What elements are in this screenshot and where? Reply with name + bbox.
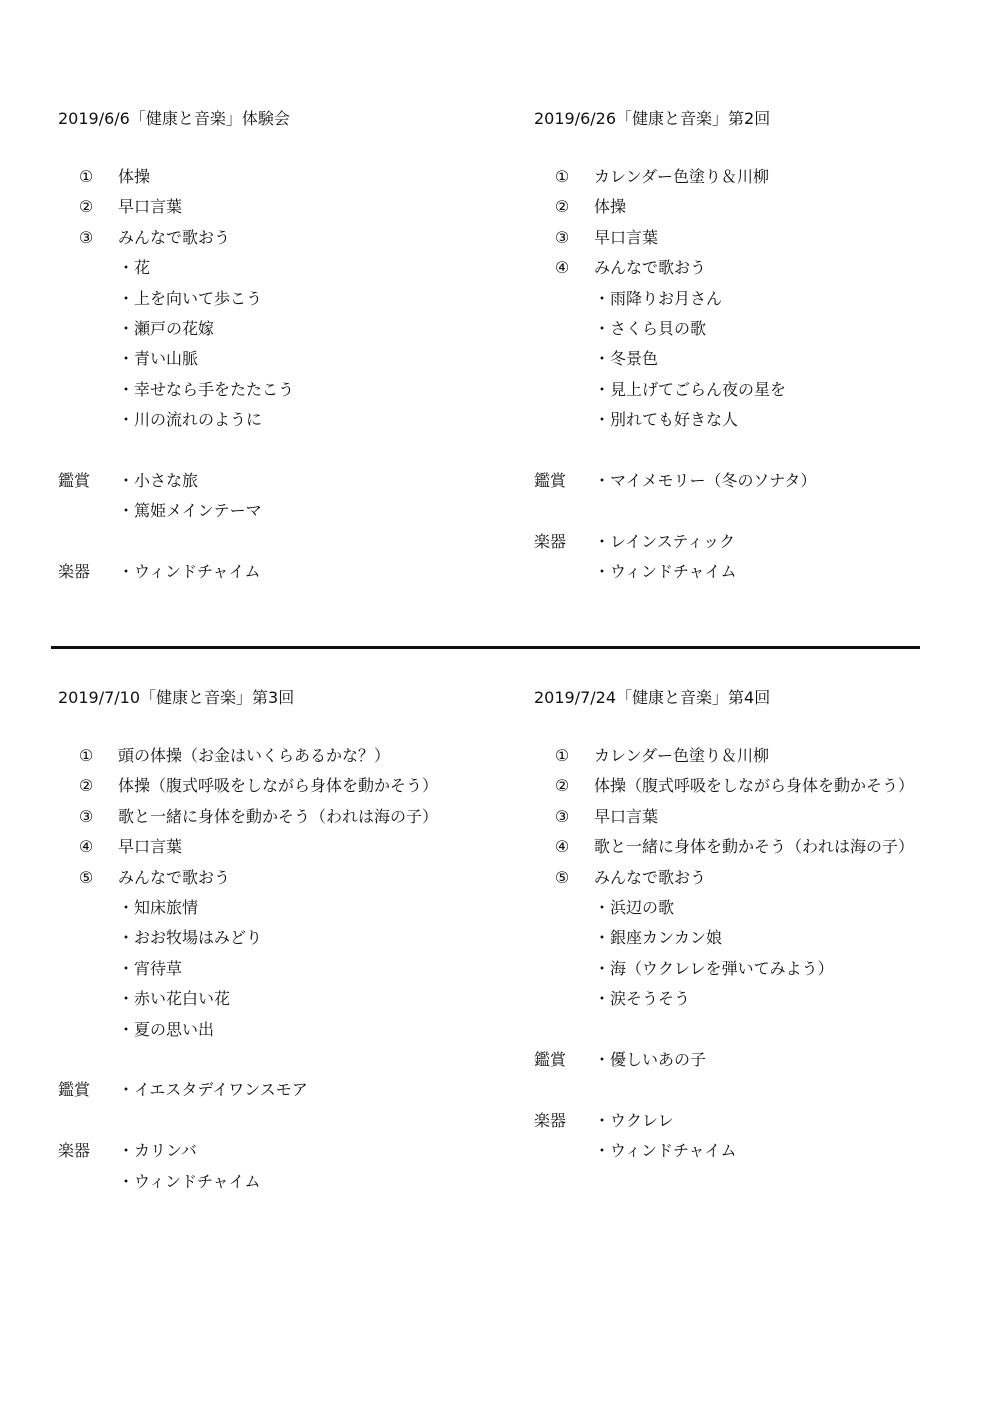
program-number: ④ bbox=[554, 258, 570, 278]
program-number: ⑤ bbox=[554, 867, 570, 887]
song-title: ・海（ウクレレを弾いてみよう） bbox=[594, 958, 834, 978]
appreciation-title: ・マイメモリー（冬のソナタ） bbox=[594, 471, 817, 490]
program-text: みんなで歌おう bbox=[118, 227, 231, 247]
program-text: カレンダー色塗り＆川柳 bbox=[594, 167, 769, 186]
appreciation-label: 鑑賞 bbox=[534, 471, 567, 490]
song-title: ・銀座カンカン娘 bbox=[594, 928, 723, 948]
program-number: ⑤ bbox=[78, 867, 94, 887]
song-title: ・花 bbox=[118, 258, 151, 278]
program-number: ④ bbox=[78, 837, 94, 857]
song-title: ・夏の思い出 bbox=[118, 1019, 215, 1039]
program-text: 体操 bbox=[594, 197, 627, 217]
program-text: 早口言葉 bbox=[594, 227, 659, 247]
program-number: ② bbox=[554, 776, 570, 796]
program-text: みんなで歌おう bbox=[594, 258, 707, 278]
song-title: ・おお牧場はみどり bbox=[118, 928, 263, 948]
program-text: 体操（腹式呼吸をしながら身体を動かそう） bbox=[594, 776, 915, 796]
program-number: ② bbox=[78, 776, 94, 796]
appreciation-title: ・小さな旅 bbox=[118, 471, 199, 490]
song-title: ・川の流れのように bbox=[118, 410, 263, 430]
program-number: ③ bbox=[78, 227, 94, 247]
song-title: ・別れても好きな人 bbox=[594, 410, 739, 430]
program-number: ③ bbox=[554, 227, 570, 247]
instrument-name: ・ウィンドチャイム bbox=[594, 562, 737, 582]
appreciation-title: ・イエスタデイワンスモア bbox=[118, 1080, 308, 1100]
instrument-name: ・ウィンドチャイム bbox=[118, 1171, 261, 1191]
song-title: ・青い山脈 bbox=[118, 349, 199, 369]
program-text: 歌と一緒に身体を動かそう（われは海の子） bbox=[118, 806, 439, 826]
program-text: 早口言葉 bbox=[118, 197, 183, 217]
program-number: ① bbox=[78, 746, 94, 765]
song-title: ・涙そうそう bbox=[594, 989, 691, 1009]
program-text: 頭の体操（お金はいくらあるかな？） bbox=[118, 746, 391, 765]
song-title: ・宵待草 bbox=[118, 958, 183, 978]
appreciation-label: 鑑賞 bbox=[58, 1080, 91, 1100]
instrument-name: ・ウィンドチャイム bbox=[594, 1141, 737, 1161]
session-title: 2019/7/10「健康と音楽」第3回 bbox=[58, 688, 295, 707]
song-title: ・見上げてごらん夜の星を bbox=[594, 379, 787, 399]
instrument-name: ・ウクレレ bbox=[594, 1110, 674, 1130]
song-title: ・上を向いて歩こう bbox=[118, 288, 263, 308]
appreciation-title: ・篤姫メインテーマ bbox=[118, 501, 262, 521]
appreciation-label: 鑑賞 bbox=[534, 1050, 567, 1069]
instrument-label: 楽器 bbox=[58, 562, 91, 582]
program-text: 早口言葉 bbox=[594, 806, 659, 826]
program-number: ① bbox=[78, 167, 94, 186]
instrument-label: 楽器 bbox=[534, 531, 567, 551]
program-text: みんなで歌おう bbox=[594, 867, 707, 887]
song-title: ・幸せなら手をたたこう bbox=[118, 379, 295, 399]
appreciation-label: 鑑賞 bbox=[58, 471, 91, 490]
song-title: ・冬景色 bbox=[594, 349, 659, 369]
session-title: 2019/7/24「健康と音楽」第4回 bbox=[534, 688, 771, 707]
song-title: ・雨降りお月さん bbox=[594, 288, 723, 308]
program-number: ① bbox=[554, 167, 570, 186]
appreciation-title: ・優しいあの子 bbox=[594, 1050, 707, 1069]
song-title: ・赤い花白い花 bbox=[118, 989, 231, 1009]
song-title: ・知床旅情 bbox=[118, 898, 199, 917]
instrument-label: 楽器 bbox=[534, 1110, 567, 1130]
program-number: ② bbox=[78, 197, 94, 217]
section-divider bbox=[51, 646, 920, 649]
program-number: ③ bbox=[78, 806, 94, 826]
instrument-name: ・カリンバ bbox=[118, 1141, 197, 1161]
program-text: カレンダー色塗り＆川柳 bbox=[594, 746, 769, 765]
program-text: みんなで歌おう bbox=[118, 867, 231, 887]
instrument-name: ・ウィンドチャイム bbox=[118, 562, 261, 582]
session-title: 2019/6/26「健康と音楽」第2回 bbox=[534, 109, 771, 128]
program-number: ④ bbox=[554, 837, 570, 857]
instrument-label: 楽器 bbox=[58, 1141, 91, 1161]
song-title: ・浜辺の歌 bbox=[594, 898, 675, 917]
program-number: ③ bbox=[554, 806, 570, 826]
instrument-name: ・レインスティック bbox=[594, 531, 736, 551]
program-text: 体操（腹式呼吸をしながら身体を動かそう） bbox=[118, 776, 439, 796]
song-title: ・さくら貝の歌 bbox=[594, 319, 707, 338]
program-text: 早口言葉 bbox=[118, 837, 183, 857]
program-number: ① bbox=[554, 746, 570, 765]
program-number: ② bbox=[554, 197, 570, 217]
song-title: ・瀬戸の花嫁 bbox=[118, 319, 215, 338]
program-text: 体操 bbox=[118, 167, 151, 186]
program-text: 歌と一緒に身体を動かそう（われは海の子） bbox=[594, 837, 915, 857]
session-title: 2019/6/6「健康と音楽」体験会 bbox=[58, 109, 290, 128]
